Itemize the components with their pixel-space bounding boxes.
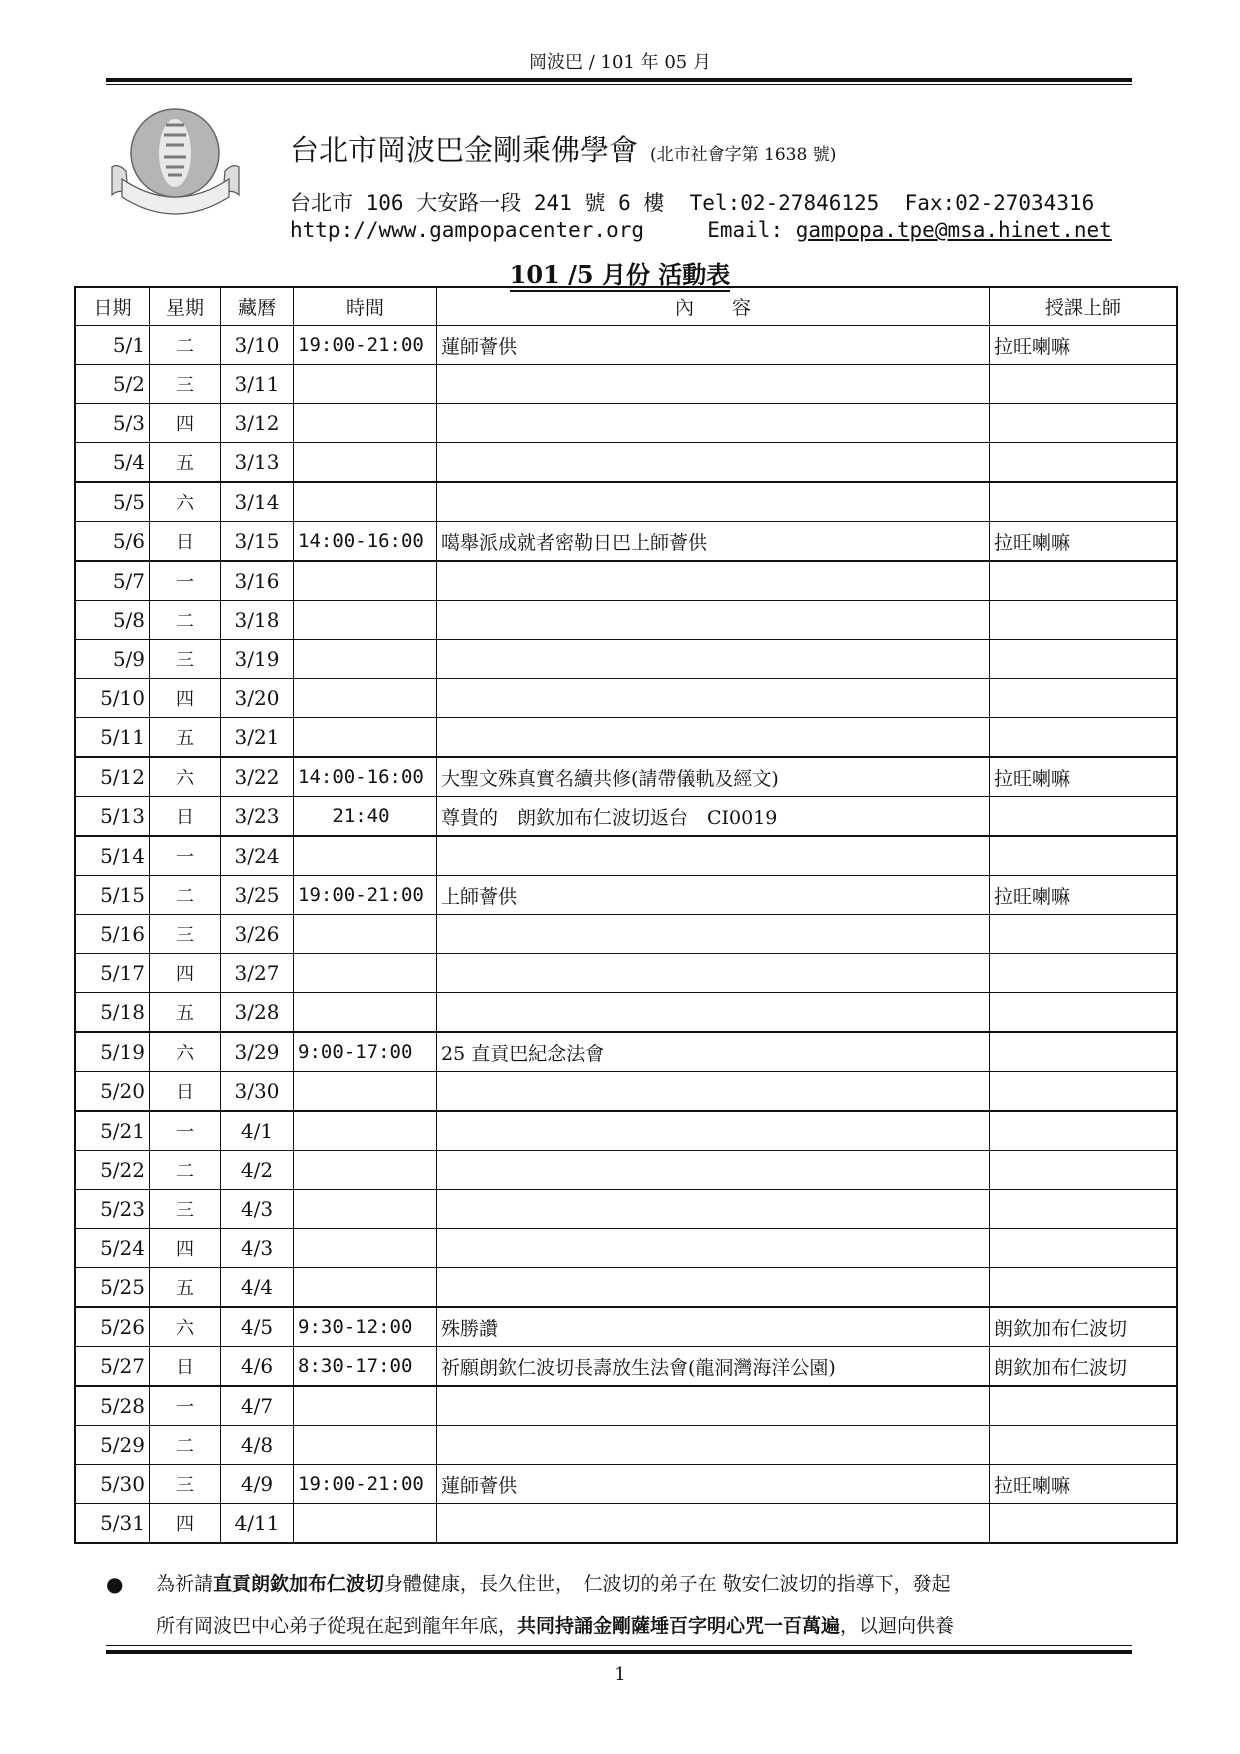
header-teacher: 授課上師: [990, 287, 1178, 326]
header-date: 日期: [75, 287, 150, 326]
cell-lunar: 3/28: [221, 993, 294, 1033]
cell-date: 5/13: [75, 797, 150, 837]
cell-teacher: [990, 443, 1178, 483]
contact-line-1: [290, 187, 1094, 217]
cell-teacher: [990, 718, 1178, 758]
cell-teacher: [990, 993, 1178, 1033]
cell-date: 5/18: [75, 993, 150, 1033]
cell-weekday: 四: [150, 404, 221, 443]
table-row: [75, 1347, 1177, 1387]
cell-lunar: 4/6: [221, 1347, 294, 1387]
cell-teacher: [990, 1111, 1178, 1151]
cell-time: [294, 1426, 437, 1465]
table-row: [75, 522, 1177, 562]
cell-lunar: 3/30: [221, 1072, 294, 1112]
table-row: [75, 482, 1177, 522]
cell-time: [294, 1229, 437, 1268]
table-row: [75, 1386, 1177, 1426]
org-tel: Tel:02-27846125: [689, 191, 880, 215]
cell-teacher: [990, 1190, 1178, 1229]
cell-date: 5/8: [75, 601, 150, 640]
cell-time: [294, 1151, 437, 1190]
notice-line-2: [156, 1605, 1176, 1647]
cell-time: 19:00-21:00: [294, 326, 437, 365]
notice-line-1: [156, 1563, 1176, 1605]
cell-time: [294, 679, 437, 718]
header-time: 時間: [294, 287, 437, 326]
cell-weekday: 二: [150, 1151, 221, 1190]
cell-content: [437, 1072, 990, 1112]
cell-lunar: 3/26: [221, 915, 294, 954]
running-head: 岡波巴 / 101 年 05 月: [529, 52, 711, 73]
cell-time: [294, 601, 437, 640]
cell-content: 蓮師薈供: [437, 326, 990, 365]
cell-content: [437, 1151, 990, 1190]
table-row: [75, 679, 1177, 718]
cell-lunar: 3/20: [221, 679, 294, 718]
cell-lunar: 3/13: [221, 443, 294, 483]
table-row: [75, 326, 1177, 365]
cell-weekday: 五: [150, 993, 221, 1033]
cell-weekday: 一: [150, 836, 221, 876]
cell-weekday: 日: [150, 1072, 221, 1112]
cell-lunar: 3/15: [221, 522, 294, 562]
cell-date: 5/25: [75, 1268, 150, 1308]
table-row: [75, 443, 1177, 483]
table-row: [75, 561, 1177, 601]
cell-teacher: 拉旺喇嘛: [990, 522, 1178, 562]
cell-teacher: [990, 561, 1178, 601]
cell-weekday: 三: [150, 1465, 221, 1504]
table-row: [75, 1190, 1177, 1229]
cell-time: [294, 640, 437, 679]
cell-weekday: 三: [150, 640, 221, 679]
table-row: [75, 876, 1177, 915]
cell-content: [437, 1426, 990, 1465]
table-row: [75, 1268, 1177, 1308]
cell-weekday: 三: [150, 1190, 221, 1229]
cell-weekday: 日: [150, 1347, 221, 1387]
notice-text-1: 為祈請: [156, 1573, 214, 1595]
cell-date: 5/15: [75, 876, 150, 915]
cell-time: 19:00-21:00: [294, 1465, 437, 1504]
cell-content: [437, 679, 990, 718]
org-fax: Fax:02-27034316: [904, 191, 1095, 215]
table-row: [75, 1151, 1177, 1190]
cell-teacher: [990, 1504, 1178, 1544]
cell-weekday: 二: [150, 876, 221, 915]
cell-weekday: 六: [150, 1307, 221, 1347]
cell-lunar: 4/4: [221, 1268, 294, 1308]
cell-weekday: 六: [150, 757, 221, 797]
table-row: [75, 404, 1177, 443]
cell-teacher: 拉旺喇嘛: [990, 876, 1178, 915]
cell-teacher: [990, 1426, 1178, 1465]
cell-time: 9:00-17:00: [294, 1032, 437, 1072]
cell-lunar: 4/1: [221, 1111, 294, 1151]
cell-weekday: 四: [150, 679, 221, 718]
cell-time: [294, 993, 437, 1033]
cell-weekday: 一: [150, 561, 221, 601]
org-registration: (北市社會字第 1638 號): [650, 145, 837, 165]
cell-weekday: 日: [150, 522, 221, 562]
cell-lunar: 3/23: [221, 797, 294, 837]
cell-content: [437, 1229, 990, 1268]
org-title: [290, 128, 836, 169]
cell-weekday: 一: [150, 1111, 221, 1151]
cell-weekday: 六: [150, 482, 221, 522]
footer-rule-thin: [106, 1645, 1132, 1646]
cell-lunar: 3/21: [221, 718, 294, 758]
cell-time: [294, 404, 437, 443]
cell-lunar: 3/14: [221, 482, 294, 522]
org-address: 台北市 106 大安路一段 241 號 6 樓: [290, 191, 665, 215]
table-row: [75, 1426, 1177, 1465]
cell-content: [437, 601, 990, 640]
cell-time: [294, 1386, 437, 1426]
cell-content: 大聖文殊真實名續共修(請帶儀軌及經文): [437, 757, 990, 797]
cell-date: 5/30: [75, 1465, 150, 1504]
notice-text-3: 所有岡波巴中心弟子從現在起到龍年年底，: [156, 1615, 518, 1637]
table-row: [75, 836, 1177, 876]
cell-lunar: 3/11: [221, 365, 294, 404]
cell-teacher: [990, 954, 1178, 993]
cell-content: [437, 718, 990, 758]
email-link[interactable]: gampopa.tpe@msa.hinet.net: [795, 218, 1112, 242]
cell-weekday: 四: [150, 1504, 221, 1544]
cell-lunar: 3/24: [221, 836, 294, 876]
email-label: Email:: [707, 218, 784, 242]
cell-weekday: 五: [150, 1268, 221, 1308]
cell-time: [294, 1111, 437, 1151]
table-row: [75, 365, 1177, 404]
cell-date: 5/24: [75, 1229, 150, 1268]
cell-date: 5/2: [75, 365, 150, 404]
cell-time: 9:30-12:00: [294, 1307, 437, 1347]
cell-time: [294, 954, 437, 993]
table-row: [75, 1504, 1177, 1544]
schedule-title: [0, 255, 1240, 290]
cell-weekday: 四: [150, 954, 221, 993]
cell-date: 5/3: [75, 404, 150, 443]
cell-date: 5/17: [75, 954, 150, 993]
cell-lunar: 3/22: [221, 757, 294, 797]
cell-time: [294, 1072, 437, 1112]
cell-lunar: 3/27: [221, 954, 294, 993]
header-rule-thin: [106, 84, 1132, 85]
cell-content: 噶舉派成就者密勒日巴上師薈供: [437, 522, 990, 562]
table-row: [75, 915, 1177, 954]
cell-lunar: 4/8: [221, 1426, 294, 1465]
notice-text-2: 身體健康，長久住世， 仁波切的弟子在 敬安仁波切的指導下，發起: [384, 1573, 951, 1595]
cell-teacher: 拉旺喇嘛: [990, 1465, 1178, 1504]
cell-date: 5/14: [75, 836, 150, 876]
table-row: [75, 797, 1177, 837]
cell-lunar: 3/25: [221, 876, 294, 915]
cell-content: 殊勝讚: [437, 1307, 990, 1347]
cell-time: [294, 915, 437, 954]
table-row: [75, 757, 1177, 797]
cell-content: [437, 1111, 990, 1151]
cell-date: 5/6: [75, 522, 150, 562]
cell-time: [294, 1504, 437, 1544]
cell-date: 5/28: [75, 1386, 150, 1426]
bullet-icon: ●: [106, 1572, 124, 1596]
cell-date: 5/23: [75, 1190, 150, 1229]
cell-teacher: [990, 915, 1178, 954]
notice-text-4: ，以迴向供養: [840, 1615, 955, 1637]
cell-teacher: [990, 1386, 1178, 1426]
cell-teacher: [990, 1032, 1178, 1072]
cell-teacher: [990, 365, 1178, 404]
cell-weekday: 日: [150, 797, 221, 837]
cell-time: [294, 443, 437, 483]
cell-content: [437, 1504, 990, 1544]
cell-content: [437, 443, 990, 483]
header-weekday: 星期: [150, 287, 221, 326]
table-row: [75, 954, 1177, 993]
cell-content: [437, 836, 990, 876]
cell-teacher: [990, 797, 1178, 837]
table-header-row: [75, 287, 1177, 326]
cell-date: 5/19: [75, 1032, 150, 1072]
cell-lunar: 4/3: [221, 1229, 294, 1268]
notice-bold-1: 直貢朗欽加布仁波切: [213, 1573, 385, 1595]
cell-date: 5/12: [75, 757, 150, 797]
cell-date: 5/5: [75, 482, 150, 522]
table-row: [75, 718, 1177, 758]
cell-teacher: 朗欽加布仁波切: [990, 1347, 1178, 1387]
cell-time: [294, 836, 437, 876]
cell-lunar: 4/9: [221, 1465, 294, 1504]
cell-content: [437, 561, 990, 601]
cell-weekday: 六: [150, 1032, 221, 1072]
cell-content: [437, 1386, 990, 1426]
cell-date: 5/31: [75, 1504, 150, 1544]
cell-teacher: [990, 1072, 1178, 1112]
contact-line-2: [290, 218, 1112, 242]
cell-teacher: 朗欽加布仁波切: [990, 1307, 1178, 1347]
cell-date: 5/22: [75, 1151, 150, 1190]
schedule-table: [74, 286, 1178, 1544]
cell-date: 5/7: [75, 561, 150, 601]
cell-weekday: 五: [150, 443, 221, 483]
table-row: [75, 640, 1177, 679]
cell-lunar: 4/2: [221, 1151, 294, 1190]
cell-date: 5/29: [75, 1426, 150, 1465]
cell-lunar: 3/12: [221, 404, 294, 443]
cell-time: 14:00-16:00: [294, 757, 437, 797]
cell-teacher: [990, 601, 1178, 640]
cell-content: [437, 993, 990, 1033]
cell-content: [437, 915, 990, 954]
cell-date: 5/26: [75, 1307, 150, 1347]
cell-lunar: 3/10: [221, 326, 294, 365]
schedule-title-text: 101 /5 月份 活動表: [510, 260, 731, 292]
cell-lunar: 4/11: [221, 1504, 294, 1544]
cell-teacher: 拉旺喇嘛: [990, 326, 1178, 365]
cell-lunar: 3/29: [221, 1032, 294, 1072]
cell-weekday: 二: [150, 1426, 221, 1465]
cell-teacher: 拉旺喇嘛: [990, 757, 1178, 797]
notice: [106, 1563, 1176, 1647]
cell-weekday: 一: [150, 1386, 221, 1426]
cell-weekday: 四: [150, 1229, 221, 1268]
table-row: [75, 1111, 1177, 1151]
table-row: [75, 993, 1177, 1033]
cell-content: [437, 1190, 990, 1229]
cell-content: 尊貴的 朗欽加布仁波切返台 CI0019: [437, 797, 990, 837]
cell-teacher: [990, 640, 1178, 679]
header-lunar: 藏曆: [221, 287, 294, 326]
table-row: [75, 1465, 1177, 1504]
header-rule: [106, 78, 1132, 82]
cell-weekday: 三: [150, 915, 221, 954]
cell-time: 21:40: [294, 797, 437, 837]
cell-time: [294, 482, 437, 522]
cell-date: 5/4: [75, 443, 150, 483]
cell-content: [437, 365, 990, 404]
cell-date: 5/11: [75, 718, 150, 758]
cell-weekday: 二: [150, 326, 221, 365]
cell-time: 19:00-21:00: [294, 876, 437, 915]
cell-teacher: [990, 679, 1178, 718]
cell-content: 祈願朗欽仁波切長壽放生法會(龍洞灣海洋公園): [437, 1347, 990, 1387]
cell-lunar: 4/3: [221, 1190, 294, 1229]
cell-lunar: 4/5: [221, 1307, 294, 1347]
cell-teacher: [990, 1268, 1178, 1308]
notice-bold-2: 共同持誦金剛薩埵百字明心咒一百萬遍: [517, 1615, 841, 1637]
cell-teacher: [990, 404, 1178, 443]
cell-teacher: [990, 836, 1178, 876]
cell-time: [294, 561, 437, 601]
org-name: 台北市岡波巴金剛乘佛學會: [290, 133, 639, 167]
cell-time: 8:30-17:00: [294, 1347, 437, 1387]
cell-lunar: 4/7: [221, 1386, 294, 1426]
cell-teacher: [990, 1151, 1178, 1190]
cell-teacher: [990, 482, 1178, 522]
cell-teacher: [990, 1229, 1178, 1268]
cell-lunar: 3/18: [221, 601, 294, 640]
cell-date: 5/9: [75, 640, 150, 679]
cell-time: 14:00-16:00: [294, 522, 437, 562]
table-row: [75, 1072, 1177, 1112]
table-row: [75, 1307, 1177, 1347]
cell-weekday: 五: [150, 718, 221, 758]
cell-date: 5/20: [75, 1072, 150, 1112]
cell-time: [294, 365, 437, 404]
cell-time: [294, 1190, 437, 1229]
cell-date: 5/21: [75, 1111, 150, 1151]
footer-rule: [106, 1650, 1132, 1654]
cell-date: 5/27: [75, 1347, 150, 1387]
cell-lunar: 3/16: [221, 561, 294, 601]
page-number: 1: [614, 1664, 626, 1685]
table-row: [75, 1229, 1177, 1268]
cell-content: [437, 954, 990, 993]
header-content: 內 容: [437, 287, 990, 326]
cell-content: [437, 1268, 990, 1308]
table-row: [75, 601, 1177, 640]
cell-date: 5/1: [75, 326, 150, 365]
cell-content: 上師薈供: [437, 876, 990, 915]
org-website[interactable]: http://www.gampopacenter.org: [290, 218, 645, 242]
cell-content: 25 直貢巴紀念法會: [437, 1032, 990, 1072]
cell-date: 5/16: [75, 915, 150, 954]
cell-weekday: 二: [150, 601, 221, 640]
table-row: [75, 1032, 1177, 1072]
cell-date: 5/10: [75, 679, 150, 718]
org-logo: [108, 105, 243, 220]
cell-content: [437, 404, 990, 443]
cell-lunar: 3/19: [221, 640, 294, 679]
cell-content: [437, 482, 990, 522]
cell-content: 蓮師薈供: [437, 1465, 990, 1504]
cell-weekday: 三: [150, 365, 221, 404]
cell-time: [294, 1268, 437, 1308]
cell-time: [294, 718, 437, 758]
cell-content: [437, 640, 990, 679]
